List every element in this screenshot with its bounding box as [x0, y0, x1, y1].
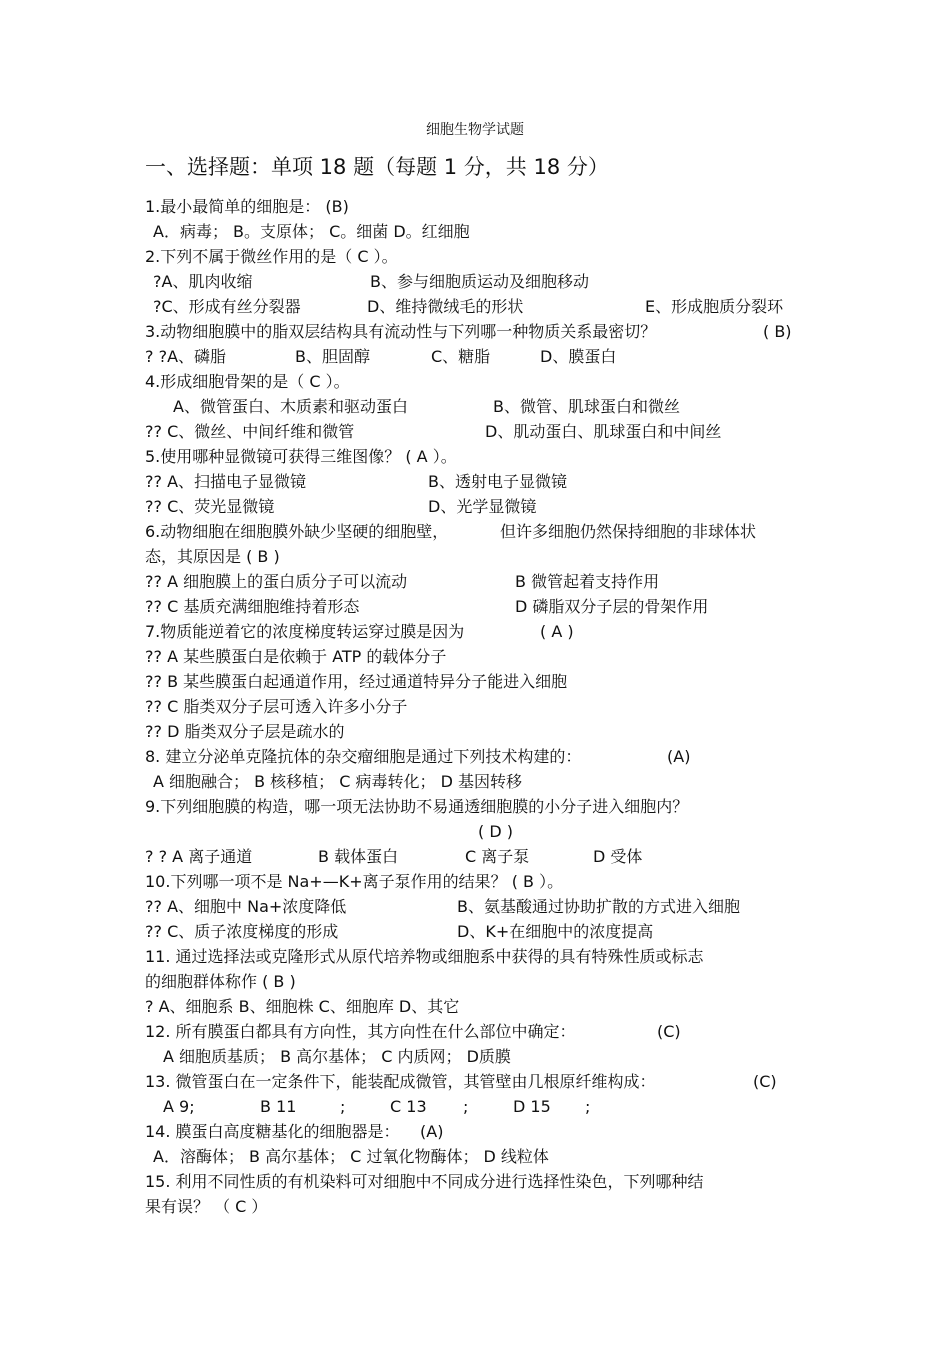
- question-line: [145, 244, 845, 269]
- question-line: [145, 369, 845, 394]
- question-line: [145, 394, 845, 419]
- line-text: 果有误？ （ C ）: [145, 1197, 268, 1216]
- line-text: 1.最小最简单的细胞是： (B): [145, 197, 349, 216]
- line-text: B、透射电子显微镜: [428, 472, 567, 491]
- question-line: [145, 1119, 845, 1144]
- question-list: [145, 194, 845, 1219]
- question-line: [145, 769, 845, 794]
- line-text: ?A、肌肉收缩: [153, 272, 253, 291]
- question-line: [145, 594, 845, 619]
- line-text: 6.动物细胞在细胞膜外缺少坚硬的细胞壁，: [145, 522, 449, 541]
- line-text: B、微管、肌球蛋白和微丝: [493, 397, 680, 416]
- line-text: 7.物质能逆着它的浓度梯度转运穿过膜是因为: [145, 622, 465, 641]
- line-text: ( A ): [540, 622, 574, 641]
- line-text: B 载体蛋白: [318, 847, 399, 866]
- line-text: 9.下列细胞膜的构造，哪一项无法协助不易通透细胞膜的小分子进入细胞内？: [145, 797, 689, 816]
- line-text: E、形成胞质分裂环: [645, 297, 784, 316]
- line-text: D 磷脂双分子层的骨架作用: [515, 597, 709, 616]
- line-text: A 细胞融合； B 核移植； C 病毒转化； D 基因转移: [153, 772, 523, 791]
- line-text: B 11: [260, 1097, 297, 1116]
- question-line: [145, 1069, 845, 1094]
- line-text: ?C、形成有丝分裂器: [153, 297, 301, 316]
- line-text: A．溶酶体； B 高尔基体； C 过氧化物酶体； D 线粒体: [153, 1147, 549, 1166]
- line-text: 的细胞群体称作 ( B ): [145, 972, 296, 991]
- line-text: B、氨基酸通过协助扩散的方式进入细胞: [457, 897, 740, 916]
- question-line: [145, 644, 845, 669]
- question-line: [145, 844, 845, 869]
- line-text: 3.动物细胞膜中的脂双层结构具有流动性与下列哪一种物质关系最密切？: [145, 322, 657, 341]
- line-text: 12. 所有膜蛋白都具有方向性，其方向性在什么部位中确定：: [145, 1022, 576, 1041]
- line-text: D、维持微绒毛的形状: [367, 297, 524, 316]
- question-line: [145, 1094, 845, 1119]
- question-line: [145, 1044, 845, 1069]
- line-text: D、膜蛋白: [540, 347, 617, 366]
- question-line: [145, 744, 845, 769]
- question-line: [145, 894, 845, 919]
- question-line: [145, 1019, 845, 1044]
- question-line: [145, 919, 845, 944]
- question-line: [145, 269, 845, 294]
- line-text: A、微管蛋白、木质素和驱动蛋白: [173, 397, 408, 416]
- line-text: (A): [667, 747, 691, 766]
- question-line: [145, 419, 845, 444]
- line-text: C 离子泵: [465, 847, 530, 866]
- question-line: [145, 969, 845, 994]
- question-line: [145, 469, 845, 494]
- question-line: [145, 219, 845, 244]
- question-line: [145, 544, 845, 569]
- line-text: 15. 利用不同性质的有机染料可对细胞中不同成分进行选择性染色，下列哪种结: [145, 1172, 704, 1191]
- line-text: 态，其原因是 ( B ): [145, 547, 280, 566]
- line-text: D、光学显微镜: [428, 497, 537, 516]
- question-line: [145, 494, 845, 519]
- question-line: [145, 694, 845, 719]
- line-text: ?? A、细胞中 Na+浓度降低: [145, 897, 347, 916]
- section-heading: 一、选择题：单项 18 题（每题 1 分，共 18 分）: [145, 155, 609, 179]
- line-text: ?? C 基质充满细胞维持着形态: [145, 597, 360, 616]
- question-line: [145, 994, 845, 1019]
- document-title: 细胞生物学试题: [426, 122, 524, 138]
- line-text: C 13: [390, 1097, 427, 1116]
- line-text: A 细胞质基质； B 高尔基体； C 内质网； D质膜: [163, 1047, 511, 1066]
- line-text: D、肌动蛋白、肌球蛋白和中间丝: [485, 422, 722, 441]
- line-text: (A): [420, 1122, 444, 1141]
- line-text: ?? A 某些膜蛋白是依赖于 ATP 的载体分子: [145, 647, 447, 666]
- question-line: [145, 444, 845, 469]
- line-text: A．病毒； B。支原体； C。细菌 D。红细胞: [153, 222, 470, 241]
- line-text: 10.下列哪一项不是 Na+—K+离子泵作用的结果？ ( B ）。: [145, 872, 564, 891]
- line-text: 但许多细胞仍然保持细胞的非球体状: [500, 522, 757, 541]
- question-line: [145, 294, 845, 319]
- question-line: [145, 194, 845, 219]
- line-text: ? A、细胞系 B、细胞株 C、细胞库 D、其它: [145, 997, 460, 1016]
- line-text: ?? C、微丝、中间纤维和微管: [145, 422, 355, 441]
- question-line: [145, 519, 845, 544]
- question-line: [145, 869, 845, 894]
- question-line: [145, 819, 845, 844]
- line-text: 2.下列不属于微丝作用的是（ C ）。: [145, 247, 398, 266]
- line-text: D、K+在细胞中的浓度提高: [457, 922, 654, 941]
- line-text: D 受体: [593, 847, 643, 866]
- question-line: [145, 619, 845, 644]
- line-text: (C): [753, 1072, 777, 1091]
- line-text: A 9;: [163, 1097, 195, 1116]
- line-text: ?? C 脂类双分子层可透入许多小分子: [145, 697, 408, 716]
- line-text: ;: [463, 1097, 469, 1116]
- line-text: ?? C、质子浓度梯度的形成: [145, 922, 339, 941]
- question-line: [145, 319, 845, 344]
- line-text: 5.使用哪种显微镜可获得三维图像？ ( A ）。: [145, 447, 457, 466]
- line-text: ?? C、荧光显微镜: [145, 497, 275, 516]
- line-text: ( D ): [478, 822, 513, 841]
- line-text: B 微管起着支持作用: [515, 572, 660, 591]
- line-text: 4.形成细胞骨架的是（ C ）。: [145, 372, 350, 391]
- line-text: C、糖脂: [431, 347, 491, 366]
- line-text: ?? A、扫描电子显微镜: [145, 472, 307, 491]
- question-line: [145, 669, 845, 694]
- line-text: ?? A 细胞膜上的蛋白质分子可以流动: [145, 572, 408, 591]
- line-text: 11. 通过选择法或克隆形式从原代培养物或细胞系中获得的具有特殊性质或标志: [145, 947, 704, 966]
- line-text: 14. 膜蛋白高度糖基化的细胞器是：: [145, 1122, 400, 1141]
- line-text: ( B): [763, 322, 792, 341]
- question-line: [145, 1194, 845, 1219]
- line-text: ?? B 某些膜蛋白起通道作用，经过通道特异分子能进入细胞: [145, 672, 568, 691]
- line-text: D 15: [513, 1097, 551, 1116]
- line-text: ?? D 脂类双分子层是疏水的: [145, 722, 345, 741]
- line-text: B、胆固醇: [295, 347, 370, 366]
- question-line: [145, 794, 845, 819]
- line-text: 13. 微管蛋白在一定条件下，能装配成微管，其管壁由几根原纤维构成：: [145, 1072, 656, 1091]
- question-line: [145, 569, 845, 594]
- line-text: B、参与细胞质运动及细胞移动: [370, 272, 589, 291]
- line-text: (C): [657, 1022, 681, 1041]
- question-line: [145, 1144, 845, 1169]
- line-text: ? ?A、磷脂: [145, 347, 227, 366]
- question-line: [145, 1169, 845, 1194]
- question-line: [145, 719, 845, 744]
- line-text: 8. 建立分泌单克隆抗体的杂交瘤细胞是通过下列技术构建的：: [145, 747, 582, 766]
- question-line: [145, 944, 845, 969]
- question-line: [145, 344, 845, 369]
- line-text: ;: [585, 1097, 591, 1116]
- line-text: ;: [340, 1097, 346, 1116]
- line-text: ? ? A 离子通道: [145, 847, 253, 866]
